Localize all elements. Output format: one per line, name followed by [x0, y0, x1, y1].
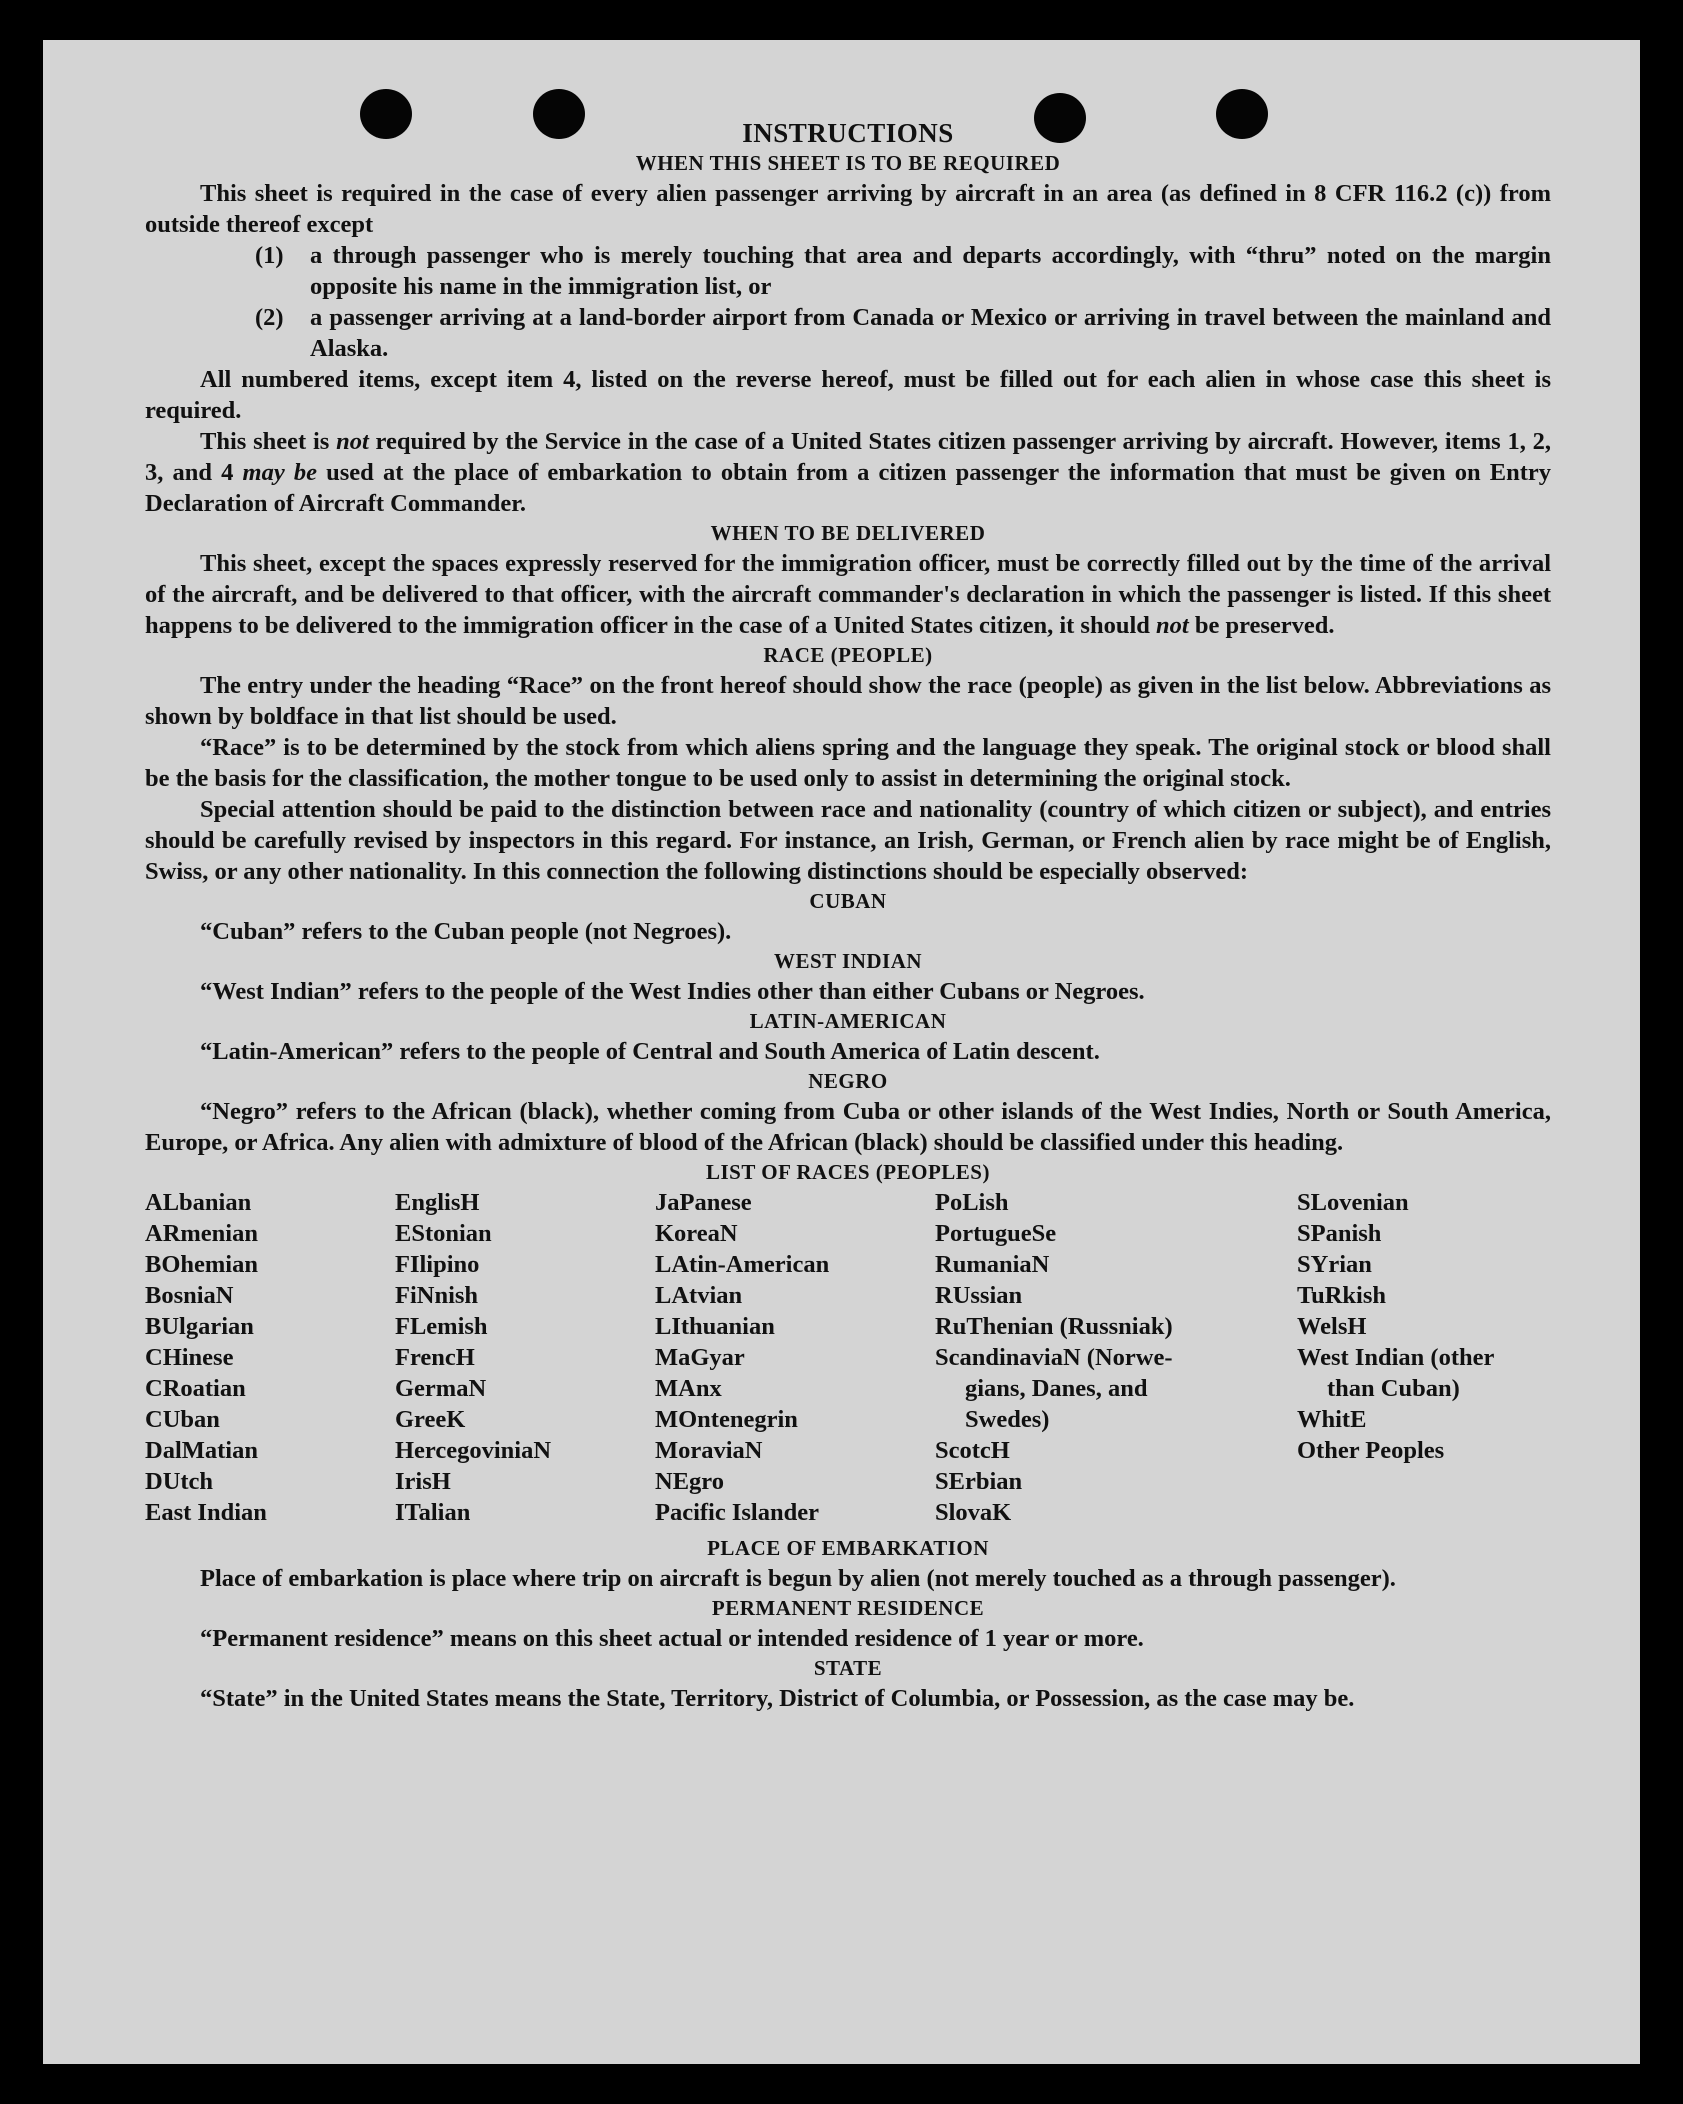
race-entry: ALbanian: [145, 1189, 252, 1216]
races-column: [935, 1187, 1297, 1528]
section-heading: PERMANENT RESIDENCE: [711, 1596, 985, 1620]
text: This sheet is: [200, 428, 337, 455]
section-heading: LATIN-AMERICAN: [749, 1009, 947, 1033]
race-entry: KoreaN: [655, 1220, 738, 1247]
page-title: INSTRUCTIONS: [742, 118, 954, 148]
paragraph: Special attention should be paid to the distinction between race and nationality (country of which citizen or subject), and entries should be carefully revised by inspectors in this regard. For instance, an Irish, German, or French alien by race might be of English, Swiss, or any other nationality. In this connection the following distinctions should be especially observed:: [145, 796, 1551, 885]
paragraph: The entry under the heading “Race” on the front hereof should show the race (people) as given in the list below. Abbreviations as shown by boldface in that list should be used.: [145, 672, 1551, 730]
races-list: [145, 1187, 1551, 1528]
item-number: (2): [255, 304, 284, 331]
race-entry: PoLish: [935, 1189, 1009, 1216]
paragraph: Place of embarkation is place where trip on aircraft is begun by alien (not merely touched as a through passenger).: [200, 1565, 1396, 1592]
race-entry: ScandinaviaN (Norwe-: [935, 1344, 1173, 1371]
paragraph: [145, 426, 1551, 519]
paragraph: “State” in the United States means the State, Territory, District of Columbia, or Possession, as the case may be.: [200, 1685, 1355, 1712]
race-entry: PortugueSe: [935, 1220, 1057, 1247]
text-italic: not: [1156, 612, 1189, 639]
list-item: [145, 302, 1551, 364]
race-entry: SlovaK: [935, 1499, 1012, 1526]
race-entry: Other Peoples: [1297, 1437, 1445, 1464]
race-entry: CUban: [145, 1406, 220, 1433]
race-entry: gians, Danes, and: [965, 1375, 1148, 1402]
race-entry: RumaniaN: [935, 1251, 1050, 1278]
race-entry: FLemish: [395, 1313, 488, 1340]
race-entry: SErbian: [935, 1468, 1023, 1495]
paragraph: “Cuban” refers to the Cuban people (not Negroes).: [200, 918, 732, 945]
race-entry: MOntenegrin: [655, 1406, 798, 1433]
section-heading: LIST OF RACES (PEOPLES): [706, 1160, 990, 1184]
text: This sheet, except the spaces expressly reserved for the immigration officer, must be correctly filled out by the time of the arrival of the aircraft, and be delivered to that officer, with the aircraft commander's declaration in which the passenger is listed. If this sheet happens to be delivered to the immigration officer in the case of a United States citizen, it should: [145, 550, 1551, 639]
race-entry: LAtvian: [655, 1282, 743, 1309]
race-entry: Swedes): [965, 1406, 1050, 1433]
section-heading: WHEN TO BE DELIVERED: [710, 521, 986, 545]
races-column: [1297, 1187, 1551, 1528]
race-entry: DUtch: [145, 1468, 214, 1495]
race-entry: GreeK: [395, 1406, 466, 1433]
race-entry: HercegoviniaN: [395, 1437, 552, 1464]
race-entry: West Indian (other: [1297, 1344, 1495, 1371]
section-heading: CUBAN: [809, 889, 887, 913]
paragraph: “Permanent residence” means on this sheet actual or intended residence of 1 year or more.: [200, 1625, 1144, 1652]
race-entry: East Indian: [145, 1499, 267, 1526]
section-heading: NEGRO: [808, 1069, 888, 1093]
race-entry: ARmenian: [145, 1220, 258, 1247]
race-entry: EStonian: [395, 1220, 492, 1247]
race-entry: FiNnish: [395, 1282, 479, 1309]
race-entry: TuRkish: [1297, 1282, 1387, 1309]
races-column: [655, 1187, 935, 1528]
race-entry: NEgro: [655, 1468, 724, 1495]
paragraph: “Negro” refers to the African (black), whether coming from Cuba or other islands of the West Indies, North or South America, Europe, or Africa. Any alien with admixture of blood of the African (black) should be classified under this heading.: [145, 1098, 1551, 1156]
race-entry: ITalian: [395, 1499, 471, 1526]
instructions-content: [145, 118, 1551, 1714]
race-entry: FIlipino: [395, 1251, 480, 1278]
section-heading: PLACE OF EMBARKATION: [707, 1536, 989, 1560]
paragraph: [145, 548, 1551, 641]
race-entry: WhitE: [1297, 1406, 1367, 1433]
item-number: (1): [255, 242, 284, 269]
race-entry: CRoatian: [145, 1375, 246, 1402]
race-entry: JaPanese: [655, 1189, 752, 1216]
race-entry: MAnx: [655, 1375, 722, 1402]
race-entry: GermaN: [395, 1375, 487, 1402]
race-entry: MaGyar: [655, 1344, 745, 1371]
text-italic: not: [336, 428, 369, 455]
item-text: a passenger arriving at a land-border airport from Canada or Mexico or arriving in travel between the mainland and Alaska.: [310, 304, 1551, 362]
race-entry: SLovenian: [1297, 1189, 1409, 1216]
races-column: [145, 1187, 395, 1528]
race-entry: BUlgarian: [145, 1313, 254, 1340]
race-entry: CHinese: [145, 1344, 234, 1371]
race-entry: LIthuanian: [655, 1313, 775, 1340]
race-entry: SPanish: [1297, 1220, 1382, 1247]
race-entry: ScotcH: [935, 1437, 1010, 1464]
race-entry: Pacific Islander: [655, 1499, 819, 1526]
text: used at the place of embarkation to obtain from a citizen passenger the information that must be given on Entry Declaration of Aircraft Commander.: [145, 459, 1551, 517]
race-entry: BOhemian: [145, 1251, 258, 1278]
race-entry: than Cuban): [1327, 1375, 1460, 1402]
race-entry: IrisH: [395, 1468, 451, 1495]
paragraph: “West Indian” refers to the people of the West Indies other than either Cubans or Negroes.: [200, 978, 1145, 1005]
race-entry: DalMatian: [145, 1437, 258, 1464]
race-entry: RuThenian (Russniak): [935, 1313, 1173, 1340]
race-entry: MoraviaN: [655, 1437, 763, 1464]
race-entry: WelsH: [1297, 1313, 1367, 1340]
race-entry: SYrian: [1297, 1251, 1372, 1278]
section-heading: STATE: [813, 1656, 883, 1680]
section-heading: RACE (PEOPLE): [763, 643, 933, 667]
text-italic: may be: [242, 459, 317, 486]
paragraph: All numbered items, except item 4, listed on the reverse hereof, must be filled out for each alien in whose case this sheet is required.: [145, 366, 1551, 424]
race-entry: RUssian: [935, 1282, 1023, 1309]
text: required by the Service in the case of a United States citizen passenger arriving by aircraft. However, items 1, 2, 3, and 4: [145, 428, 1551, 486]
list-item: [145, 240, 1551, 302]
item-text: a through passenger who is merely touching that area and departs accordingly, with “thru” noted on the margin opposite his name in the immigration list, or: [310, 242, 1551, 300]
races-column: [395, 1187, 655, 1528]
text: be preserved.: [1188, 612, 1335, 639]
section-heading: WEST INDIAN: [773, 949, 923, 973]
section-heading: WHEN THIS SHEET IS TO BE REQUIRED: [635, 151, 1061, 175]
race-entry: EnglisH: [395, 1189, 480, 1216]
race-entry: LAtin-American: [655, 1251, 830, 1278]
race-entry: BosniaN: [145, 1282, 234, 1309]
paragraph: This sheet is required in the case of every alien passenger arriving by aircraft in an area (as defined in 8 CFR 116.2 (c)) from outside thereof except: [145, 180, 1551, 238]
paragraph: “Race” is to be determined by the stock from which aliens spring and the language they speak. The original stock or blood shall be the basis for the classification, the mother tongue to be used only to assist in determining the original stock.: [145, 734, 1551, 792]
race-entry: FrencH: [395, 1344, 475, 1371]
paragraph: “Latin-American” refers to the people of Central and South America of Latin descent.: [200, 1038, 1100, 1065]
